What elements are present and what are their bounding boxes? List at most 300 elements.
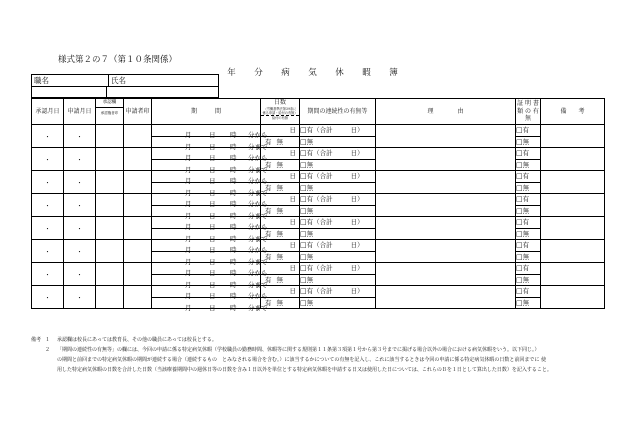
no-label: 無 [276, 252, 283, 261]
continuity-yes[interactable] [300, 125, 376, 137]
minute-from-label: 分から [248, 223, 268, 232]
total-unit: 日） [350, 149, 364, 157]
reason-cell[interactable] [376, 286, 516, 309]
table-row [32, 263, 605, 275]
checkbox-icon: □ [300, 229, 307, 238]
approval-seal-cell[interactable] [96, 240, 124, 263]
month-label: 月 [185, 200, 192, 209]
table-row [32, 217, 605, 229]
approval-seal-cell[interactable] [96, 194, 124, 217]
note-number: １ [45, 337, 51, 343]
period-from[interactable] [152, 148, 268, 163]
certificate-no[interactable] [516, 205, 541, 217]
checkbox-icon: □ [516, 206, 523, 215]
remarks-cell[interactable] [541, 263, 605, 286]
approval-date-cell[interactable] [32, 263, 64, 286]
note-line [31, 335, 631, 345]
date-dot: ・ [76, 270, 83, 279]
approval-date-cell[interactable] [32, 125, 64, 148]
minute-from-label: 分から [248, 269, 268, 278]
yes-label: 有 [265, 137, 272, 146]
period-to[interactable] [152, 159, 268, 174]
checkbox-icon: □ [516, 195, 523, 203]
applicant-seal-cell[interactable] [124, 263, 152, 286]
checkbox-icon: □ [516, 218, 523, 226]
yes-label: 有 [265, 229, 272, 238]
no-label: 無 [306, 229, 314, 238]
period-from[interactable] [152, 240, 268, 255]
no-label: 無 [522, 160, 530, 169]
day-label: 日 [209, 154, 216, 163]
col-days-note3: 給付の有無 [261, 115, 299, 120]
table-row [32, 125, 605, 137]
month-label: 月 [185, 131, 192, 140]
certificate-no[interactable] [516, 228, 541, 240]
minute-to-label: 分まで [248, 234, 268, 243]
table-row [32, 194, 605, 206]
certificate-yes[interactable] [516, 171, 541, 183]
period-from[interactable] [152, 263, 268, 278]
request-date-cell[interactable] [64, 194, 96, 217]
continuity-yes[interactable] [300, 240, 376, 252]
request-date-cell[interactable] [64, 286, 96, 309]
no-label: 無 [522, 252, 530, 261]
certificate-yes[interactable] [516, 263, 541, 275]
checkbox-icon: □ [516, 252, 523, 261]
total-unit: 日） [350, 126, 364, 134]
certificate-no[interactable] [516, 136, 541, 148]
certificate-no[interactable] [516, 274, 541, 286]
no-label: 無 [276, 183, 283, 192]
request-date-cell[interactable] [64, 148, 96, 171]
total-label: （合計 [313, 126, 333, 134]
continuity-no[interactable] [300, 205, 376, 217]
no-label: 無 [306, 183, 314, 192]
day-label: 日 [209, 211, 216, 220]
table-row [32, 286, 605, 298]
certificate-no[interactable] [516, 251, 541, 263]
yes-label: 有 [265, 160, 272, 169]
total-unit: 日） [350, 287, 364, 295]
applicant-seal-cell[interactable] [124, 148, 152, 171]
col-request-date: 申請月日 [64, 99, 96, 125]
days-payment[interactable] [261, 205, 300, 217]
reason-cell[interactable] [376, 194, 516, 217]
total-unit: 日） [350, 218, 364, 226]
col-days-label: 日数 [273, 99, 286, 106]
days-unit: 日 [289, 218, 296, 226]
minute-from-label: 分から [248, 131, 268, 140]
table-row [32, 171, 605, 183]
continuity-yes[interactable] [300, 263, 376, 275]
minute-from-label: 分から [248, 292, 268, 301]
hour-label: 時 [230, 200, 237, 209]
continuity-yes[interactable] [300, 148, 376, 160]
notes [31, 335, 631, 375]
certificate-yes[interactable] [516, 194, 541, 206]
date-dot: ・ [76, 178, 83, 187]
hour-label: 時 [230, 234, 237, 243]
checkbox-icon: □ [300, 206, 307, 215]
approval-date-cell[interactable] [32, 194, 64, 217]
checkbox-icon: □ [300, 149, 307, 157]
col-days-note2: 係る申請・給付の有無） [262, 110, 298, 115]
total-label: （合計 [313, 195, 333, 203]
continuity-no[interactable] [300, 297, 376, 309]
approval-seal-cell[interactable] [96, 263, 124, 286]
yes-label: 有 [306, 149, 314, 157]
no-label: 無 [306, 137, 314, 146]
total-label: （合計 [313, 241, 333, 249]
approval-seal-cell[interactable] [96, 148, 124, 171]
certificate-no[interactable] [516, 182, 541, 194]
applicant-seal-cell[interactable] [124, 240, 152, 263]
date-dot: ・ [76, 201, 83, 210]
approval-date-cell[interactable] [32, 171, 64, 194]
continuity-no[interactable] [300, 228, 376, 240]
minute-to-label: 分まで [248, 280, 268, 289]
continuity-no[interactable] [300, 159, 376, 171]
date-dot: ・ [44, 155, 51, 164]
checkbox-icon: □ [300, 298, 307, 307]
full-name-label: 氏名 [111, 76, 126, 85]
certificate-yes[interactable] [516, 148, 541, 160]
period-to[interactable] [152, 251, 268, 266]
remarks-cell[interactable] [541, 171, 605, 194]
reason-cell[interactable] [376, 263, 516, 286]
yes-label: 有 [522, 126, 530, 134]
hour-label: 時 [230, 246, 237, 255]
days-count[interactable] [261, 263, 300, 275]
certificate-yes[interactable] [516, 286, 541, 298]
checkbox-icon: □ [516, 183, 523, 192]
leave-table [31, 98, 605, 312]
continuity-yes[interactable] [300, 217, 376, 229]
days-payment[interactable] [261, 182, 300, 194]
days-unit: 日 [289, 195, 296, 203]
days-count[interactable] [261, 240, 300, 252]
yes-label: 有 [265, 183, 272, 192]
date-dot: ・ [76, 155, 83, 164]
days-unit: 日 [289, 126, 296, 134]
no-label: 無 [522, 229, 530, 238]
request-date-cell[interactable] [64, 240, 96, 263]
minute-from-label: 分から [248, 246, 268, 255]
month-label: 月 [185, 292, 192, 301]
job-title-field[interactable] [32, 86, 107, 97]
hour-label: 時 [230, 131, 237, 140]
reason-cell[interactable] [376, 217, 516, 240]
table-row [32, 240, 605, 252]
days-payment[interactable] [261, 274, 300, 286]
yes-label: 有 [306, 287, 314, 295]
continuity-yes[interactable] [300, 194, 376, 206]
hour-label: 時 [230, 257, 237, 266]
note-text: の期間と前回までの特定病気休暇の期間が連続する場合（連続するもの とみなされる場合を含む。）に該当するかについての有無を記入し、これに該当するときは今回の申請に係る特定病気休暇の日数と前回までに 使 [57, 357, 547, 363]
yes-label: 有 [306, 126, 314, 134]
day-label: 日 [209, 257, 216, 266]
note-text: 「期間の連続性の有無等」の欄には、今回の申請に係る特定病気休暇（学校職員の勤務時間、休暇等に関する規則第１１条第３項第１号から第３号までに掲げる場合以外の場合における病気休暇をいう。以下同じ。） [57, 347, 540, 353]
yes-label: 有 [522, 195, 530, 203]
date-dot: ・ [44, 201, 51, 210]
request-date-cell[interactable] [64, 263, 96, 286]
date-dot: ・ [76, 224, 83, 233]
remarks-cell[interactable] [541, 148, 605, 171]
yes-label: 有 [306, 172, 314, 180]
day-label: 日 [209, 303, 216, 312]
days-count[interactable] [261, 286, 300, 298]
note-text: 用した特定病気休暇の日数を合計した日数（当該療養期間中の週休日等の日数を含み１日以外を単位とする特定病気休暇を申請する日又は使用した日については、これらのＢを１日として算出した日数）を記入すること。 [57, 367, 552, 373]
col-reason: 理 由 [376, 99, 516, 125]
checkbox-icon: □ [300, 137, 307, 146]
no-label: 無 [306, 275, 314, 284]
day-label: 日 [209, 269, 216, 278]
days-payment[interactable] [261, 159, 300, 171]
checkbox-icon: □ [516, 126, 523, 134]
day-label: 日 [209, 246, 216, 255]
days-payment[interactable] [261, 297, 300, 309]
period-to[interactable] [152, 274, 268, 289]
date-dot: ・ [44, 270, 51, 279]
approval-seal-cell[interactable] [96, 286, 124, 309]
yes-label: 有 [306, 264, 314, 272]
remarks-cell[interactable] [541, 194, 605, 217]
total-unit: 日） [350, 172, 364, 180]
approval-date-cell[interactable] [32, 148, 64, 171]
continuity-yes[interactable] [300, 286, 376, 298]
month-label: 月 [185, 142, 192, 151]
date-dot: ・ [44, 293, 51, 302]
hour-label: 時 [230, 165, 237, 174]
approval-seal-cell[interactable] [96, 217, 124, 240]
approval-date-cell[interactable] [32, 217, 64, 240]
date-dot: ・ [44, 132, 51, 141]
month-label: 月 [185, 280, 192, 289]
col-days [261, 99, 300, 125]
no-label: 無 [276, 229, 283, 238]
request-date-cell[interactable] [64, 125, 96, 148]
no-label: 無 [276, 206, 283, 215]
period-to[interactable] [152, 136, 268, 151]
days-unit: 日 [289, 287, 296, 295]
total-label: （合計 [313, 149, 333, 157]
month-label: 月 [185, 188, 192, 197]
approval-seal-cell[interactable] [96, 171, 124, 194]
table-row [32, 148, 605, 160]
minute-to-label: 分まで [248, 303, 268, 312]
period-to[interactable] [152, 228, 268, 243]
checkbox-icon: □ [300, 252, 307, 261]
note-text: 承認欄は校長にあっては教育長、その他の職員にあっては校長とする。 [57, 337, 217, 343]
name-box-lower [31, 86, 219, 98]
days-payment[interactable] [261, 251, 300, 263]
yes-label: 有 [522, 264, 530, 272]
applicant-seal-cell[interactable] [124, 194, 152, 217]
yes-label: 有 [265, 275, 272, 284]
days-count[interactable] [261, 125, 300, 137]
remarks-cell[interactable] [541, 217, 605, 240]
date-dot: ・ [44, 224, 51, 233]
approval-seal-cell[interactable] [96, 125, 124, 148]
total-unit: 日） [350, 264, 364, 272]
checkbox-icon: □ [300, 160, 307, 169]
yes-label: 有 [522, 172, 530, 180]
day-label: 日 [209, 223, 216, 232]
reason-cell[interactable] [376, 148, 516, 171]
month-label: 月 [185, 211, 192, 220]
date-dot: ・ [44, 247, 51, 256]
days-count[interactable] [261, 171, 300, 183]
hour-label: 時 [230, 188, 237, 197]
yes-label: 有 [306, 241, 314, 249]
yes-label: 有 [306, 195, 314, 203]
period-from[interactable] [152, 194, 268, 209]
total-label: （合計 [313, 264, 333, 272]
hour-label: 時 [230, 211, 237, 220]
col-applicant-seal: 申請者印 [124, 99, 152, 125]
col-approval-seal-label: 承認欄 [96, 99, 123, 108]
certificate-yes[interactable] [516, 217, 541, 229]
total-unit: 日） [350, 195, 364, 203]
no-label: 無 [522, 275, 530, 284]
date-dot: ・ [44, 178, 51, 187]
remarks-cell[interactable] [541, 286, 605, 309]
yes-label: 有 [265, 298, 272, 307]
yes-label: 有 [306, 218, 314, 226]
checkbox-icon: □ [516, 275, 523, 284]
month-label: 月 [185, 257, 192, 266]
applicant-seal-cell[interactable] [124, 217, 152, 240]
yes-label: 有 [265, 206, 272, 215]
month-label: 月 [185, 234, 192, 243]
minute-to-label: 分まで [248, 142, 268, 151]
continuity-no[interactable] [300, 251, 376, 263]
hour-label: 時 [230, 223, 237, 232]
yes-label: 有 [522, 241, 530, 249]
month-label: 月 [185, 154, 192, 163]
period-from[interactable] [152, 125, 268, 140]
period-from[interactable] [152, 217, 268, 232]
note-line [31, 355, 631, 365]
days-payment[interactable] [261, 228, 300, 240]
yes-label: 有 [522, 149, 530, 157]
days-count[interactable] [261, 194, 300, 206]
certificate-yes[interactable] [516, 240, 541, 252]
checkbox-icon: □ [300, 287, 307, 295]
period-from[interactable] [152, 286, 268, 301]
days-unit: 日 [289, 264, 296, 272]
no-label: 無 [522, 137, 530, 146]
request-date-cell[interactable] [64, 217, 96, 240]
note-line [31, 365, 631, 375]
period-from[interactable] [152, 171, 268, 186]
checkbox-icon: □ [516, 149, 523, 157]
month-label: 月 [185, 165, 192, 174]
checkbox-icon: □ [300, 275, 307, 284]
applicant-seal-cell[interactable] [124, 286, 152, 309]
days-count[interactable] [261, 217, 300, 229]
checkbox-icon: □ [516, 287, 523, 295]
applicant-seal-cell[interactable] [124, 125, 152, 148]
minute-from-label: 分から [248, 154, 268, 163]
reason-cell[interactable] [376, 171, 516, 194]
total-unit: 日） [350, 241, 364, 249]
continuity-yes[interactable] [300, 171, 376, 183]
hour-label: 時 [230, 292, 237, 301]
period-to[interactable] [152, 182, 268, 197]
request-date-cell[interactable] [64, 171, 96, 194]
checkbox-icon: □ [516, 172, 523, 180]
minute-from-label: 分から [248, 177, 268, 186]
day-label: 日 [209, 177, 216, 186]
checkbox-icon: □ [516, 264, 523, 272]
no-label: 無 [276, 275, 283, 284]
note-number: ２ [45, 347, 51, 353]
days-count[interactable] [261, 148, 300, 160]
yes-label: 有 [522, 287, 530, 295]
checkbox-icon: □ [516, 241, 523, 249]
period-to[interactable] [152, 297, 268, 312]
certificate-no[interactable] [516, 159, 541, 171]
date-dot: ・ [76, 247, 83, 256]
certificate-no[interactable] [516, 297, 541, 309]
no-label: 無 [522, 298, 530, 307]
checkbox-icon: □ [300, 241, 307, 249]
minute-to-label: 分まで [248, 257, 268, 266]
no-label: 無 [306, 160, 314, 169]
remarks-cell[interactable] [541, 240, 605, 263]
form-id: 様式第２の７（第１０条関係） [58, 55, 178, 65]
hour-label: 時 [230, 154, 237, 163]
continuity-no[interactable] [300, 136, 376, 148]
day-label: 日 [209, 292, 216, 301]
yes-label: 有 [265, 252, 272, 261]
no-label: 無 [522, 183, 530, 192]
day-label: 日 [209, 200, 216, 209]
month-label: 月 [185, 269, 192, 278]
continuity-no[interactable] [300, 274, 376, 286]
checkbox-icon: □ [300, 126, 307, 134]
hour-label: 時 [230, 303, 237, 312]
minute-from-label: 分から [248, 200, 268, 209]
page-title: 年 分 病 気 休 暇 簿 [227, 68, 403, 78]
period-to[interactable] [152, 205, 268, 220]
col-days-note: （労働基準法第39条に [263, 106, 297, 111]
hour-label: 時 [230, 177, 237, 186]
remarks-cell[interactable] [541, 125, 605, 148]
hour-label: 時 [230, 142, 237, 151]
checkbox-icon: □ [300, 264, 307, 272]
certificate-yes[interactable] [516, 125, 541, 137]
no-label: 無 [522, 206, 530, 215]
total-label: （合計 [313, 218, 333, 226]
continuity-no[interactable] [300, 182, 376, 194]
day-label: 日 [209, 188, 216, 197]
reason-cell[interactable] [376, 240, 516, 263]
month-label: 月 [185, 223, 192, 232]
approval-date-cell[interactable] [32, 286, 64, 309]
note-line [31, 345, 631, 355]
approval-date-cell[interactable] [32, 240, 64, 263]
no-label: 無 [276, 298, 283, 307]
days-payment[interactable] [261, 136, 300, 148]
no-label: 無 [306, 206, 314, 215]
total-label: （合計 [313, 172, 333, 180]
applicant-seal-cell[interactable] [124, 171, 152, 194]
date-dot: ・ [76, 132, 83, 141]
reason-cell[interactable] [376, 125, 516, 148]
full-name-field[interactable] [107, 86, 218, 97]
